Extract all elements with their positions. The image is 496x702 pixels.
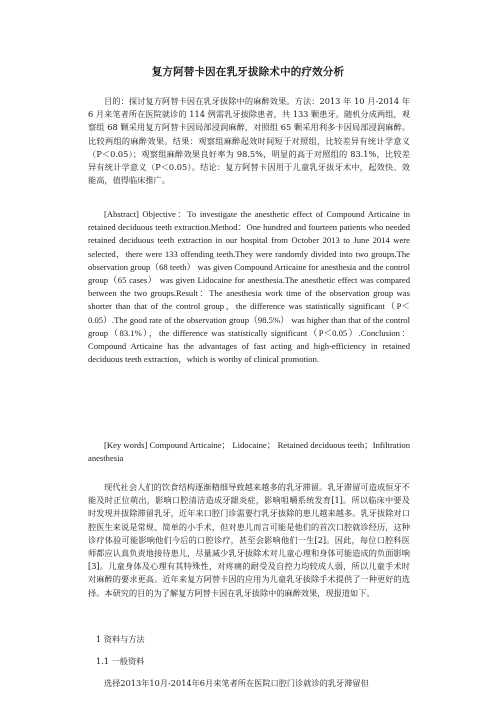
section-heading-materials-methods: 1 资料与方法 [96, 634, 145, 644]
abstract-chinese: 目的：探讨复方阿替卡因在乳牙拔除中的麻醉效果。方法：2013 年 10 月-2014 年 6 月来笔者所在医院就诊的 114 例需乳牙拔除患者，共 133 颗患牙。随机分成两组，观察组 68 颗采用复方阿替卡因局部浸润麻醉，对照组 65 颗采用利多卡因局部浸润麻醉。比较两组的麻醉效果。结果：观察组麻醉起效时间短于对照组，比较差异有统计学意义（P＜0.05）；观察组麻醉效果良好率为 98.5%，明显的高于对照组的 83.1%，比较差异有统计学意义（P＜0.05）。结论：复方阿替卡因用于儿童乳牙拔牙术中，起效快、效能高，值得临床推广。 [88, 96, 410, 186]
paper-title: 复方阿替卡因在乳牙拔除术中的疗效分析 [151, 66, 345, 78]
introduction-paragraph: 现代社会人们的饮食结构逐渐精细导致越来越多的乳牙滞留。乳牙滞留可造成恒牙不能及时正位萌出，影响口腔清洁造成牙龈炎症，影响咀嚼系统发育[1]。所以临床中要及时发现并拔除滞留乳牙，近年来口腔门诊需要行乳牙拔除的患儿越来越多。乳牙拔除对口腔医生来说是常规、简单的小手术，但对患儿而言可能是他们的首次口腔就诊经历，这种诊疗体验可能影响他们今后的口腔诊疗，甚至会影响他们一生[2]。因此，每位口腔科医师都应认真负责地接待患儿，尽量减少乳牙拔除术对儿童心理和身体可能造成的负面影响[3]。儿童身体及心理有其特殊性，对疼痛的耐受及自控力均较成人弱，所以儿童手术时对麻醉的要求更高。近年来复方阿替卡因的应用为儿童乳牙拔除手术提供了一种更好的选择。本研究的目的为了解复方阿替卡因在乳牙拔除中的麻醉效果，现报道如下。 [88, 482, 410, 598]
keywords-english: [Key words] Compound Articaine； Lidocaine； Retained deciduous teeth；Infiltration anesthesia [88, 440, 410, 464]
body-text-line: 选择2013年10月-2014年6月来笔者所在医院口腔门诊就诊的乳牙滞留但 [104, 678, 369, 688]
subsection-heading-general-data: 1.1 一般资料 [96, 656, 145, 666]
abstract-english: [Abstract] Objective：To investigate the anesthetic effect of Compound Articaine in retained deciduous teeth extraction.Method：One hundred and fourteen patients who needed retained deciduous teeth extraction in our hospital from October 2013 to June 2014 were selected，there were 133 offending teeth.They were randomly divided into two groups.The observation group（68 teeth） was given Compound Articaine for anesthesia and the control group（65 cases） was given Lidocaine for anesthesia.The anesthetic effect was compared between the two groups.Result：The anesthesia work time of the observation group was shorter than that of the control group，the difference was statistically significant（P＜0.05）.The good rate of the observation group（98.5%） was higher than that of the control group（83.1%），the difference was statistically significant（P＜0.05）.Conclusion：Compound Articaine has the advantages of fast acting and high-efficiency in retained deciduous teeth extraction，which is worthy of clinical promotion. [88, 209, 410, 365]
